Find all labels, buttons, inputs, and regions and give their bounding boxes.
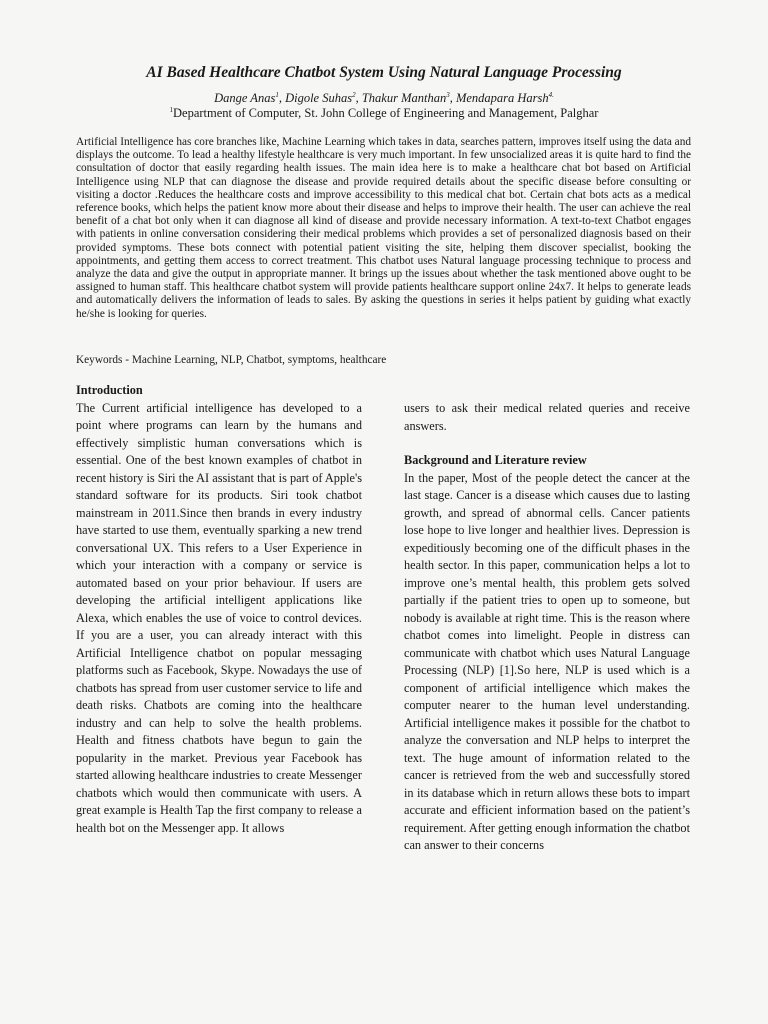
right-column <box>404 400 690 855</box>
background-paragraph: In the paper, Most of the people detect the cancer at the last stage. Cancer is a disease which causes due to lasting growth, and spread of abnormal cells. Cancer patients lose hope to live longer and healthier lives. Depression is expeditiously becoming one of the difficult phases in the health sector. In this paper, communication helps a lot to improve one’s mental health, this problem gets solved partially if the patient tries to open up to someone, but nobody is available at right time. This is the reason where chatbot comes into limelight. People in distress can communicate with chatbot which uses Natural Language Processing (NLP) [1].So here, NLP is used which is a component of artificial intelligence which makes the computer nearer to the human level understanding. Artificial intelligence makes it possible for the chatbot to analyze the conversation and NLP helps to interpret the text. The huge amount of information related to the cancer is retrieved from the web and successfully stored in its database which in return allows these bots to impart accurate and efficient information based on the patient’s requirement. After getting enough information the chatbot can answer to their concerns <box>404 470 690 852</box>
author-name: Dange Anas <box>214 91 276 106</box>
author-mark: 3 <box>446 91 450 99</box>
author-name: Digole Suhas <box>285 91 353 106</box>
introduction-continued-paragraph: users to ask their medical related queries and receive answers. <box>404 401 690 433</box>
author-list: Dange Anas$^1$, Digole Suhas$^2$, Thakur Manthan$^3$, Mendapara Harsh$^{4.}$ <box>214 91 554 106</box>
affiliation-text: Department of Computer, St. John College of Engineering and Management, Palghar <box>173 106 599 121</box>
author-mark: 4. <box>548 91 554 99</box>
author-name: Mendapara Harsh <box>455 91 549 106</box>
keywords: Keywords - Machine Learning, NLP, Chatbot, symptoms, healthcare <box>76 354 387 366</box>
left-column <box>76 382 362 837</box>
author-mark: 1 <box>275 91 279 99</box>
introduction-heading: Introduction <box>76 383 143 397</box>
background-heading: Background and Literature review <box>404 453 587 467</box>
affiliation-mark: 1 <box>169 106 174 114</box>
abstract: Artificial Intelligence has core branches like, Machine Learning which takes in data, searches pattern, improves itself using the data and displays the outcome. To lead a healthy lifestyle healthcare is very much important. In few unsocialized areas it is quite hard to find the consultation of doctor that easily regarding health issues. The main idea here is to make a healthcare chat bot based on Artificial Intelligence using NLP that can diagnose the disease and provide required details about the specific disease before consulting or visiting a doctor .Reduces the healthcare costs and improve accessibility to this medical chat bot. Certain chat bots acts as a medical reference books, which helps the patient know more about their disease and helps to improve their health. The user can achieve the real benefit of a chat bot only when it can diagnose all kind of disease and provide necessary information. A text-to-text Chatbot engages with patients in online conversation considering their medical problems which provides a set of personalized diagnosis based on their provided symptoms. These bots connect with potential patient visiting the site, helping them discover specialist, booking the appointments, and getting them access to correct treatment. This chatbot uses Natural language processing technique to process and analyze the data and give the output in appropriate manner. It brings up the issues about whether the task mentioned above ought to be assigned to human staff. This healthcare chatbot system will provide patients healthcare support online 24x7. It helps to generate leads and automatically delivers the information of leads to sales. By asking the questions in series it helps patient by guiding what exactly he/she is looking for queries. <box>76 136 691 320</box>
affiliation <box>0 106 768 121</box>
author-mark: 2 <box>352 91 356 99</box>
introduction-paragraph: The Current artificial intelligence has developed to a point where programs can learn by the humans and effectively simplistic human conversations which is essential. One of the best known examples of chatbot in recent history is Siri the AI assistant that is part of Apple's standard software for its products. Siri took chatbot mainstream in 2011.Since then brands in every industry have started to use them, eventually sparking a new trend conversational UX. This refers to a User Experience in which your interaction with a company or service is automated based on your prior behaviour. If users are developing the artificial intelligent applications like Alexa, which enables the use of voice to control devices. If you are a user, you can already interact with this Artificial Intelligence chatbot on popular messaging platforms such as Facebook, Skype. Nowadays the use of chatbots has spread from user customer service to life and death risks. Chatbots are coming into the healthcare industry and can help to solve the health problems. Health and fitness chatbots have begun to gain the popularity in the market. Previous year Facebook has started allowing healthcare industries to create Messenger chatbots which would then communicate with users. A great example is Health Tap the first company to release a health bot on the Messenger app. It allows <box>76 400 362 835</box>
paper-title: AI Based Healthcare Chatbot System Using Natural Language Processing <box>146 64 622 81</box>
author-name: Thakur Manthan <box>361 91 447 106</box>
